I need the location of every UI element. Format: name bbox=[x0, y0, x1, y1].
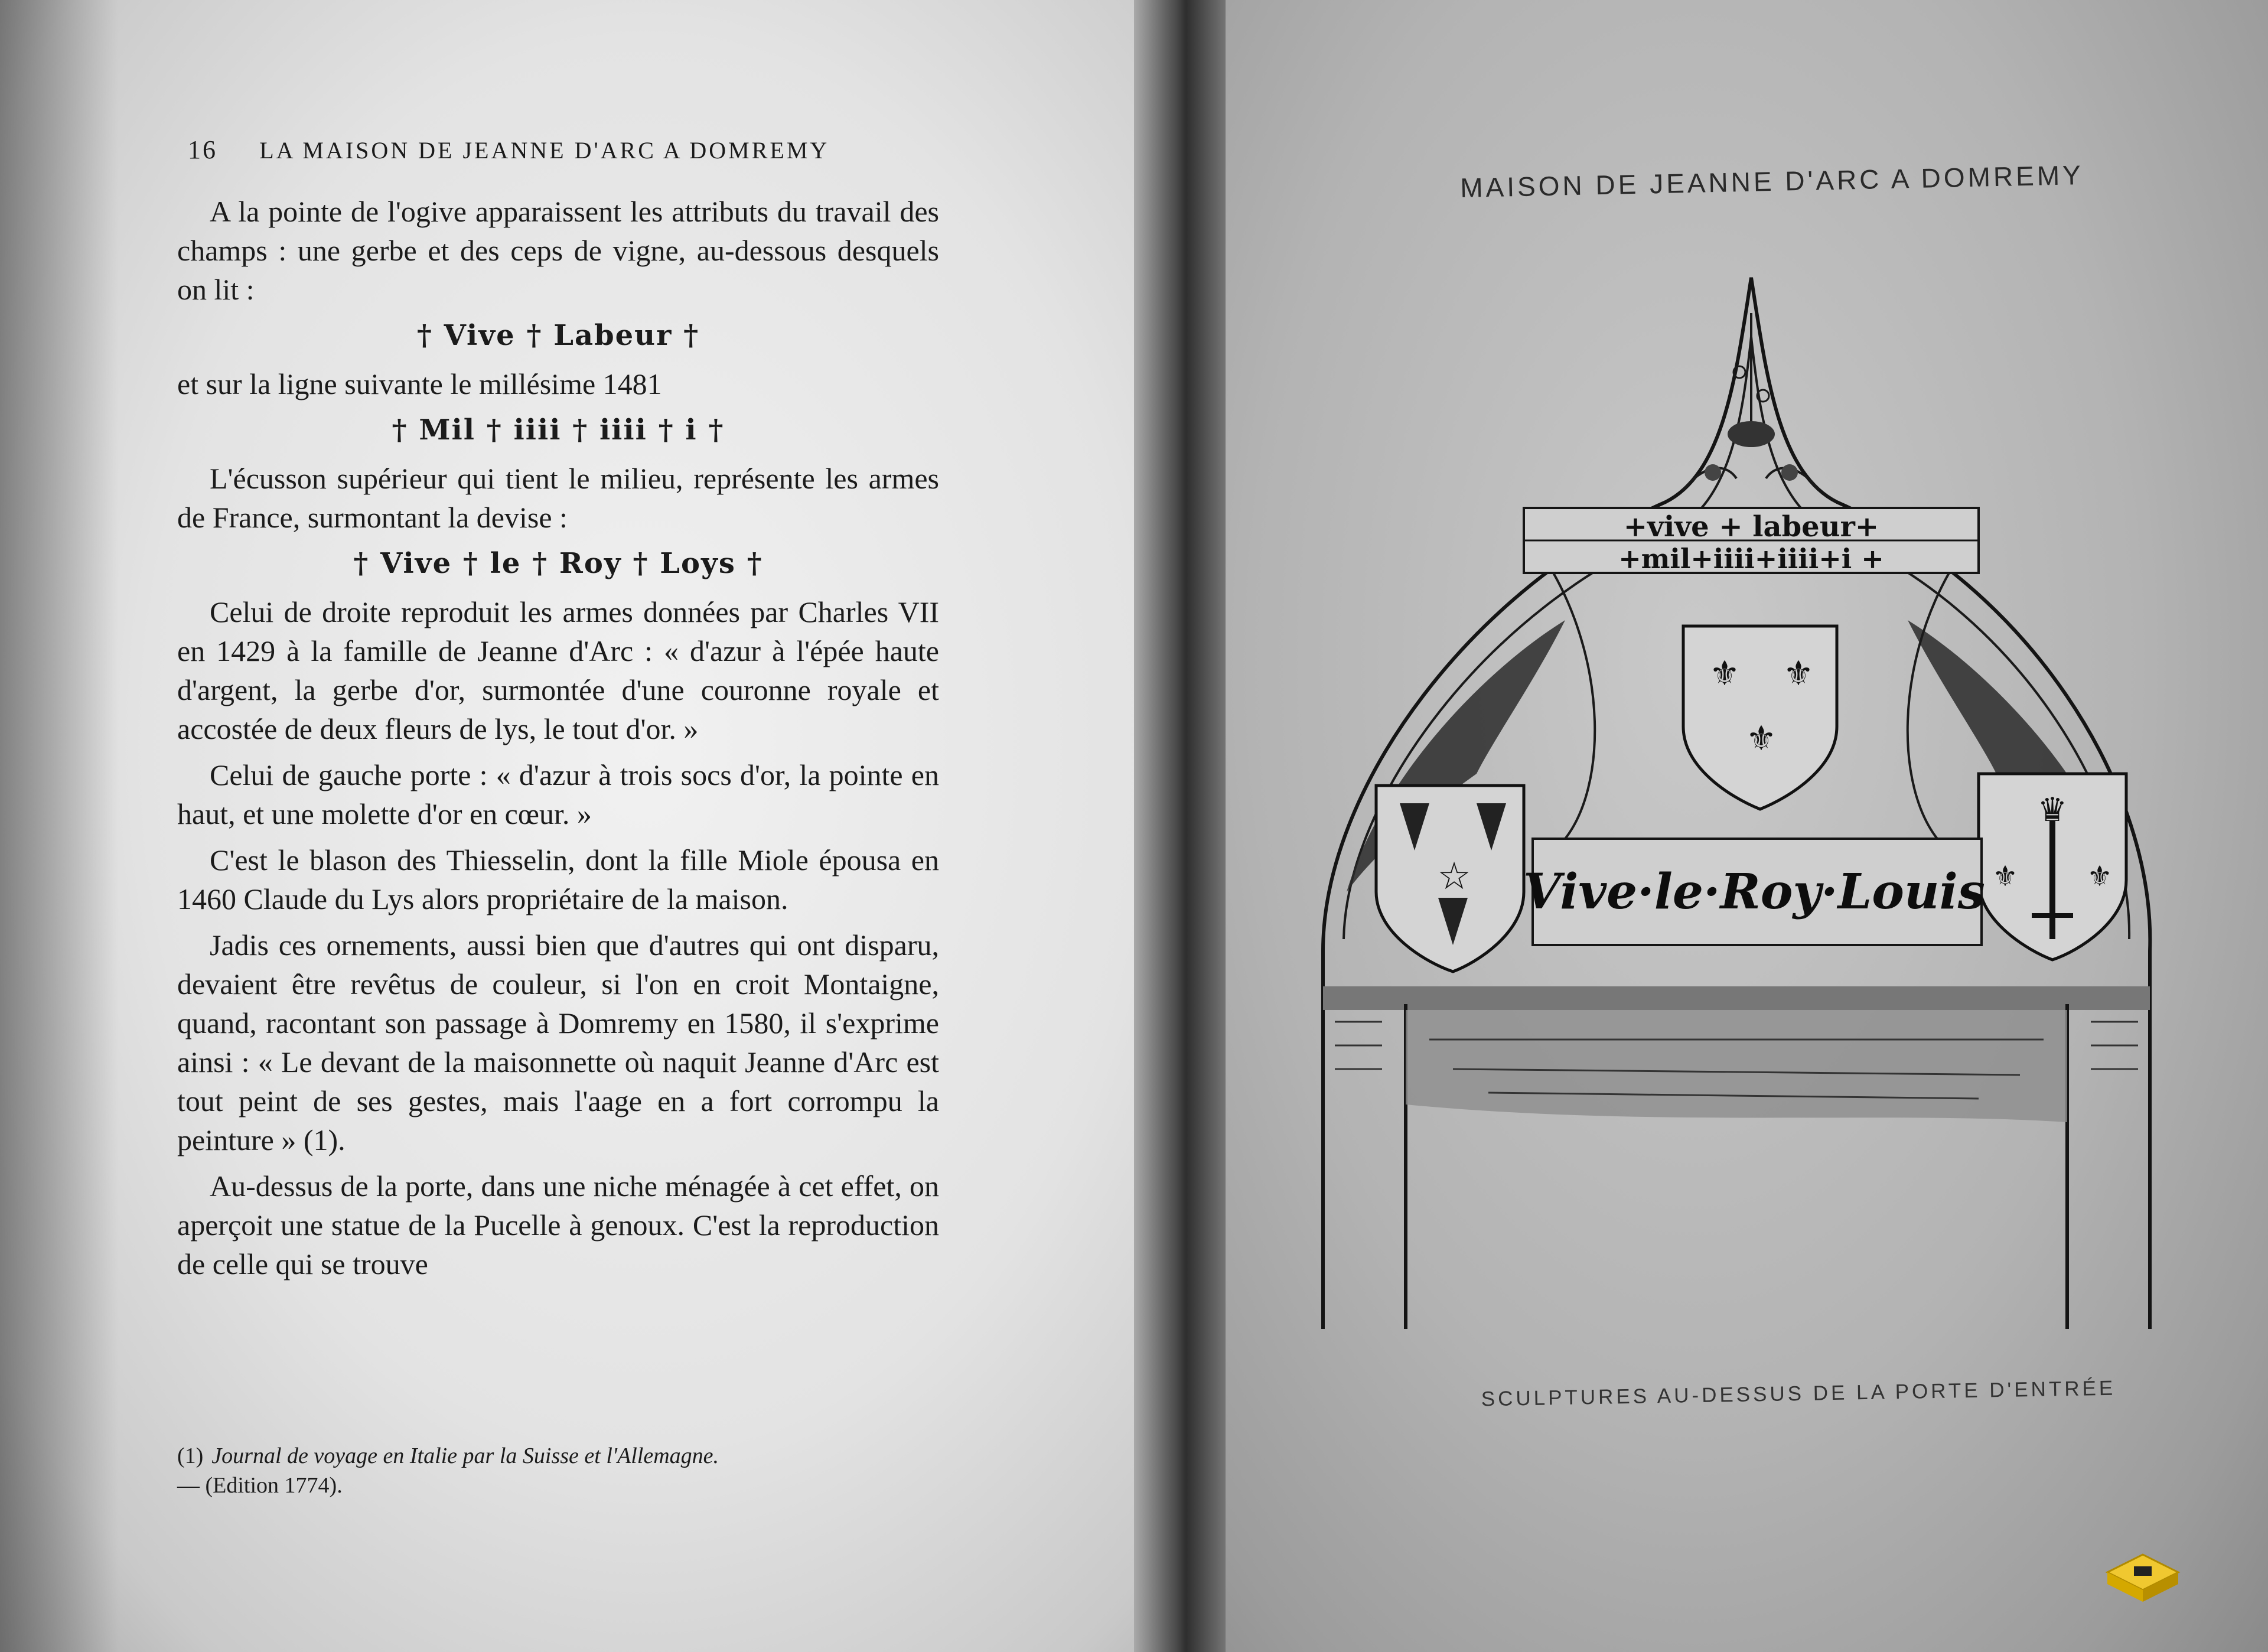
svg-text:⚜: ⚜ bbox=[1746, 718, 1777, 758]
svg-text:⚜: ⚜ bbox=[1783, 653, 1814, 693]
paragraph: Jadis ces ornements, aussi bien que d'autres qui ont disparu, devaient être revêtus de couleur, si l'on en croit Montaigne, quand, racontant son passage à Domremy en 1580, il s'exprime ainsi : « Le devant de la maisonnette où naquit Jeanne d'Arc est tout peint de ses gestes, mais l'aage en a fort corrompu la peinture » (1). bbox=[177, 928, 939, 1156]
banner-line-2: +mil+iiii+iiii+i + bbox=[1618, 543, 1884, 575]
inscription-line: † Mil † iiii † iiii † i † bbox=[392, 413, 725, 447]
banner-line-1: +vive + labeur+ bbox=[1623, 510, 1879, 543]
footnote-title: Journal de voyage en Italie par la Suisse et l'Allemagne. bbox=[211, 1444, 719, 1468]
paragraph: C'est le blason des Thiesselin, dont la fille Miole épousa en 1460 Claude du Lys alors propriétaire de la maison. bbox=[177, 843, 939, 915]
inscription-line: † Vive † le † Roy † Loys † bbox=[353, 547, 763, 580]
plate-title: MAISON DE JEANNE D'ARC A DOMREMY bbox=[1459, 159, 2084, 204]
corner-stamp-icon bbox=[2101, 1549, 2184, 1608]
paragraph: L'écusson supérieur qui tient le milieu, représente les armes de France, surmontant la devise : bbox=[177, 462, 939, 534]
page-number: 16 bbox=[188, 135, 217, 164]
paragraph: et sur la ligne suivante le millésime 1481 bbox=[177, 367, 662, 400]
motto-text: Vive·le·Roy·Louis bbox=[1523, 864, 1985, 920]
svg-text:⚜: ⚜ bbox=[2087, 860, 2113, 893]
svg-text:⚜: ⚜ bbox=[1709, 653, 1740, 693]
inscription-line: † Vive † Labeur † bbox=[416, 319, 700, 352]
paragraph: Celui de gauche porte : « d'azur à trois socs d'or, la pointe en haut, et une molette d'or en cœur. » bbox=[177, 758, 939, 830]
footnote-marker: (1) bbox=[177, 1444, 204, 1468]
plate-caption: SCULPTURES AU-DESSUS DE LA PORTE D'ENTRÉE bbox=[1481, 1376, 2116, 1411]
footnote bbox=[177, 1441, 939, 1500]
svg-text:⚜: ⚜ bbox=[1992, 860, 2018, 893]
svg-text:☆: ☆ bbox=[1437, 855, 1471, 898]
running-head bbox=[188, 135, 967, 165]
paragraph: Celui de droite reproduit les armes données par Charles VII en 1429 à la famille de Jeanne d'Arc : « d'azur à l'épée haute d'argent, la gerbe d'or, surmontée d'une couronne royale et accostée de deux fleurs de lys, le tout d'or. » bbox=[177, 595, 939, 745]
svg-text:♛: ♛ bbox=[2037, 791, 2068, 829]
door-sculpture-illustration bbox=[1299, 254, 2156, 1347]
running-head-title: LA MAISON DE JEANNE D'ARC A DOMREMY bbox=[259, 137, 830, 164]
paragraph: Au-dessus de la porte, dans une niche ménagée à cet effet, on aperçoit une statue de la Pucelle à genoux. C'est la reproduction de celle qui se trouve bbox=[177, 1169, 939, 1280]
book-gutter bbox=[1134, 0, 1228, 1652]
footnote-edition: — (Edition 1774). bbox=[177, 1473, 343, 1498]
body-text bbox=[177, 192, 939, 1291]
paragraph: A la pointe de l'ogive apparaissent les attributs du travail des champs : une gerbe et des ceps de vigne, au-dessous desquels on lit : bbox=[177, 195, 939, 306]
